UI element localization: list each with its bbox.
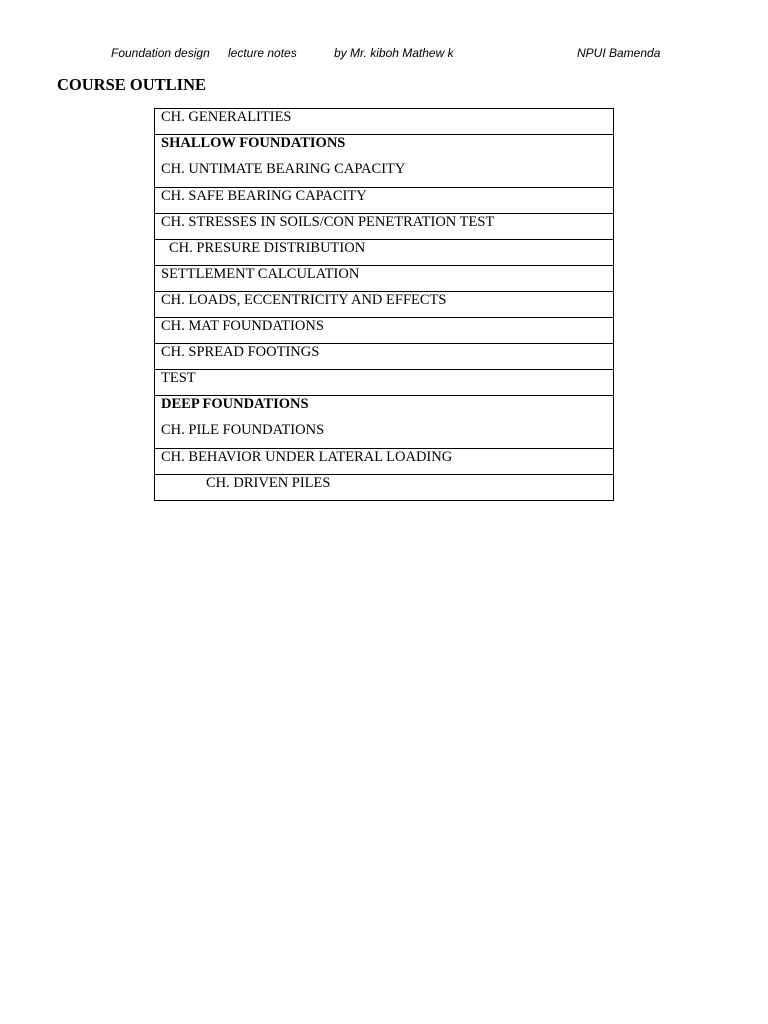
- outline-cell: CH. DRIVEN PILES: [155, 475, 614, 501]
- page-title: COURSE OUTLINE: [57, 75, 206, 94]
- table-row: [155, 449, 614, 475]
- table-row: [155, 344, 614, 370]
- table-row: [155, 292, 614, 318]
- outline-cell: [155, 396, 614, 449]
- outline-cell: CH. STRESSES IN SOILS/CON PENETRATION TEST: [155, 214, 614, 240]
- outline-cell: CH. SAFE BEARING CAPACITY: [155, 188, 614, 214]
- outline-cell: [155, 135, 614, 188]
- outline-item: CH. PILE FOUNDATIONS: [161, 422, 325, 438]
- outline-cell: CH. MAT FOUNDATIONS: [155, 318, 614, 344]
- table-row: [155, 266, 614, 292]
- header-course: Foundation design: [111, 46, 210, 60]
- section-heading-deep: DEEP FOUNDATIONS: [161, 396, 309, 412]
- table-row: [155, 396, 614, 449]
- table-row: [155, 318, 614, 344]
- outline-cell: CH. LOADS, ECCENTRICITY AND EFFECTS: [155, 292, 614, 318]
- outline-item: CH. UNTIMATE BEARING CAPACITY: [161, 161, 406, 177]
- header-institution: NPUI Bamenda: [577, 46, 661, 60]
- table-row: [155, 475, 614, 501]
- outline-cell: CH. GENERALITIES: [155, 109, 614, 135]
- outline-cell: CH. SPREAD FOOTINGS: [155, 344, 614, 370]
- section-heading-shallow: SHALLOW FOUNDATIONS: [161, 135, 346, 151]
- table-row: [155, 370, 614, 396]
- outline-cell: SETTLEMENT CALCULATION: [155, 266, 614, 292]
- course-outline-table: [154, 108, 614, 501]
- header-author: by Mr. kiboh Mathew k: [334, 46, 454, 60]
- table-row: [155, 188, 614, 214]
- table-row: [155, 135, 614, 188]
- outline-cell: TEST: [155, 370, 614, 396]
- table-row: [155, 214, 614, 240]
- table-row: [155, 109, 614, 135]
- header-doc-type: lecture notes: [228, 46, 297, 60]
- table-row: [155, 240, 614, 266]
- outline-cell: CH. PRESURE DISTRIBUTION: [155, 240, 614, 266]
- outline-cell: CH. BEHAVIOR UNDER LATERAL LOADING: [155, 449, 614, 475]
